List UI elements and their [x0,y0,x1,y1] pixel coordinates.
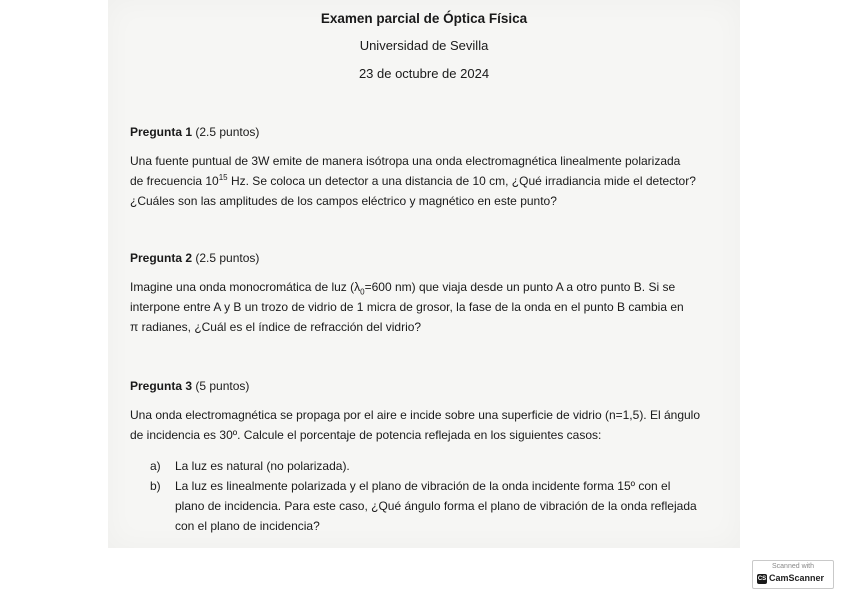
case-b-line-1: La luz es linealmente polarizada y el plano de vibración de la onda incidente forma 15º con el [175,479,671,493]
camscanner-brand: CamScanner [769,573,825,583]
question-2-line-1 [130,277,738,297]
case-a-text: La luz es natural (no polarizada). [175,459,350,473]
question-2-body [130,277,738,337]
question-1-points: (2.5 puntos) [195,125,260,139]
scanned-with-label: Scanned with [771,563,815,570]
question-1-line-2-text: de frecuencia 10 [130,174,219,188]
frequency-exponent: 15 [218,173,228,182]
camscanner-watermark [752,560,834,589]
question-3-line-1: Una onda electromagnética se propaga por el aire e incide sobre una superficie de vidrio (n=1,5). El ángulo [130,408,701,422]
question-2-points: (2.5 puntos) [195,251,260,265]
question-2-line-2: interpone entre A y B un trozo de vidrio de 1 micra de grosor, la fase de la onda en el punto B cambia en [130,300,684,314]
question-1-label: Pregunta 1 [130,125,193,139]
question-2-line-1-text: Imagine una onda monocromática de luz (λ [130,280,361,294]
case-b [150,476,740,536]
question-2-label: Pregunta 2 [130,251,193,265]
question-2-line-3: π radianes, ¿Cuál es el índice de refracción del vidrio? [130,320,422,334]
question-1-line-2 [130,171,738,191]
question-2-line-1-rest: =600 nm) que viaja desde un punto A a otro punto B. Si se [364,280,676,294]
question-3-cases [150,456,740,536]
case-a-marker: a) [150,459,161,473]
question-3-label: Pregunta 3 [130,379,193,393]
question-3-heading [130,379,249,393]
question-1-line-2-rest: Hz. Se coloca un detector a una distancia de 10 cm, ¿Qué irradiancia mide el detector? [227,174,696,188]
exam-title: Examen parcial de Óptica Física [320,11,528,26]
case-b-line-3: con el plano de incidencia? [175,519,320,533]
question-1-body [130,151,738,211]
question-3-points: (5 puntos) [195,379,250,393]
question-2-heading [130,251,259,265]
case-b-marker: b) [150,479,161,493]
question-3-body [130,405,738,445]
case-b-line-2: plano de incidencia. Para este caso, ¿Qué ángulo forma el plano de vibración de la onda reflejada [175,499,697,513]
question-3-line-2: de incidencia es 30º. Calcule el porcentaje de potencia reflejada en los siguientes casos: [130,428,602,442]
question-1-line-3: ¿Cuáles son las amplitudes de los campos eléctrico y magnético en este punto? [130,194,557,208]
question-1-heading [130,125,259,139]
exam-date: 23 de octubre de 2024 [358,66,490,81]
university-name: Universidad de Sevilla [359,38,489,53]
case-a [150,456,740,476]
question-1-line-1: Una fuente puntual de 3W emite de manera isótropa una onda electromagnética linealmente polarizada [130,154,681,168]
wavelength-subscript: 0 [360,287,365,297]
camscanner-logo-icon: CS [757,576,767,582]
